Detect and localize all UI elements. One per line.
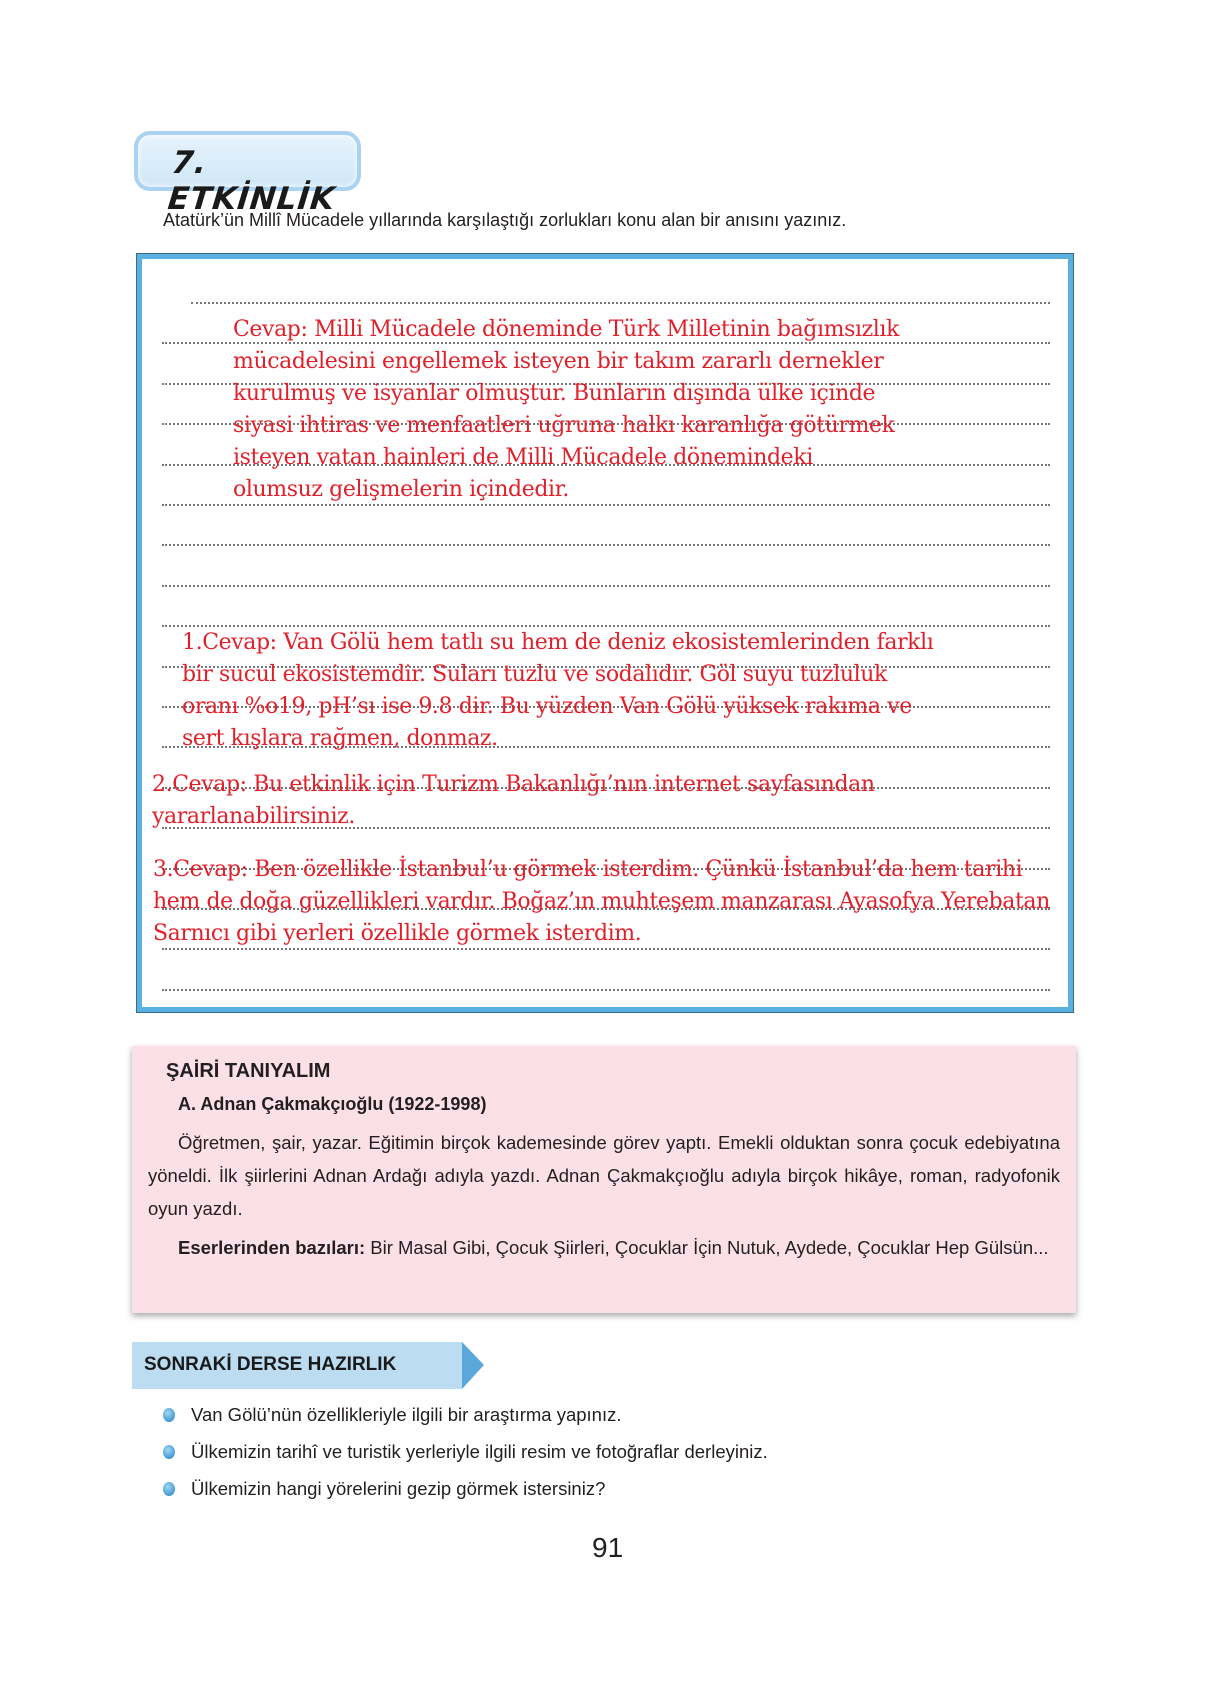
works-list: Bir Masal Gibi, Çocuk Şiirleri, Çocuklar İçin Nutuk, Aydede, Çocuklar Hep Gülsün... <box>365 1237 1049 1258</box>
answer-line: 1.Cevap: Van Gölü hem tatlı su hem de deniz ekosistemlerinden farklı <box>182 630 934 655</box>
answer-line: Cevap: Milli Mücadele döneminde Türk Milletinin bağımsızlık <box>233 317 899 342</box>
answer-line: hem de doğa güzellikleri vardır. Boğaz’ın muhteşem manzarası Ayasofya Yerebatan <box>153 889 1050 914</box>
list-item-text: Ülkemizin hangi yörelerini gezip görmek istersiniz? <box>191 1478 606 1499</box>
answer-line: mücadelesini engellemek isteyen bir takım zararlı dernekler <box>233 349 884 374</box>
answer-line: isteyen vatan hainleri de Milli Mücadele dönemindeki <box>233 445 813 470</box>
answer-block-0 <box>233 314 899 506</box>
answer-line: bir sucul ekosistemdir. Suları tuzlu ve sodalıdır. Göl suyu tuzluluk <box>182 662 887 687</box>
answer-line: Sarnıcı gibi yerleri özellikle görmek isterdim. <box>153 921 642 946</box>
dotted-line <box>162 544 1050 546</box>
next-lesson-banner <box>132 1342 462 1389</box>
list-item-text: Ülkemizin tarihî ve turistik yerleriyle ilgili resim ve fotoğraflar derleyiniz. <box>191 1441 768 1462</box>
answer-block-3 <box>153 854 1050 950</box>
answer-line: oranı %o19, pH’sı ise 9.8 dir. Bu yüzden Van Gölü yüksek rakıma ve <box>182 694 912 719</box>
poet-info-box <box>132 1046 1076 1313</box>
dotted-line <box>162 585 1050 587</box>
answer-block-2 <box>152 769 875 833</box>
activity-instruction: Atatürk’ün Millî Mücadele yıllarında karşılaştığı zorlukları konu alan bir anısını yazınız. <box>163 210 847 230</box>
poet-heading: ŞAİRİ TANIYALIM <box>166 1060 331 1082</box>
answer-line: sert kışlara rağmen, donmaz. <box>182 726 498 751</box>
works-label: Eserlerinden bazıları: <box>178 1237 366 1258</box>
page-number: 91 <box>592 1532 624 1563</box>
list-item-text: Van Gölü’nün özellikleriyle ilgili bir araştırma yapınız. <box>191 1404 622 1425</box>
list-item <box>163 1404 621 1426</box>
list-item <box>163 1478 605 1500</box>
answer-line: siyasi ihtiras ve menfaatleri uğruna halkı karanlığa götürmek <box>233 413 895 438</box>
answer-line: 3.Cevap: Ben özellikle İstanbul’u görmek isterdim. Çünkü İstanbul’da hem tarihi <box>153 857 1023 882</box>
activity-title: 7. ETKİNLİK <box>166 145 338 217</box>
answer-line: kurulmuş ve isyanlar olmuştur. Bunların dışında ülke içinde <box>233 381 876 406</box>
poet-works <box>148 1231 1060 1264</box>
dotted-line <box>191 302 1050 304</box>
bullet-icon <box>163 1408 175 1422</box>
poet-name: A. Adnan Çakmakçıoğlu (1922-1998) <box>178 1094 487 1114</box>
answer-block-1 <box>182 627 933 755</box>
bullet-icon <box>163 1482 175 1496</box>
answer-line: 2.Cevap: Bu etkinlik için Turizm Bakanlığı’nın internet sayfasından <box>152 772 875 797</box>
bullet-icon <box>163 1445 175 1459</box>
poet-bio: Öğretmen, şair, yazar. Eğitimin birçok kademesinde görev yaptı. Emekli olduktan sonra çocuk edebiyatına yöneldi. İlk şiirlerini Adnan Ardağı adıyla yazdı. Adnan Çakmakçıoğlu adıyla birçok hikâye, roman, radyofonik oyun yazdı. <box>148 1132 1060 1219</box>
activity-badge <box>134 131 361 217</box>
list-item <box>163 1441 768 1463</box>
dotted-line <box>162 989 1050 991</box>
next-lesson-heading: SONRAKİ DERSE HAZIRLIK <box>144 1354 397 1375</box>
answer-line: yararlanabilirsiniz. <box>152 804 355 829</box>
answer-line: olumsuz gelişmelerin içindedir. <box>233 477 569 502</box>
